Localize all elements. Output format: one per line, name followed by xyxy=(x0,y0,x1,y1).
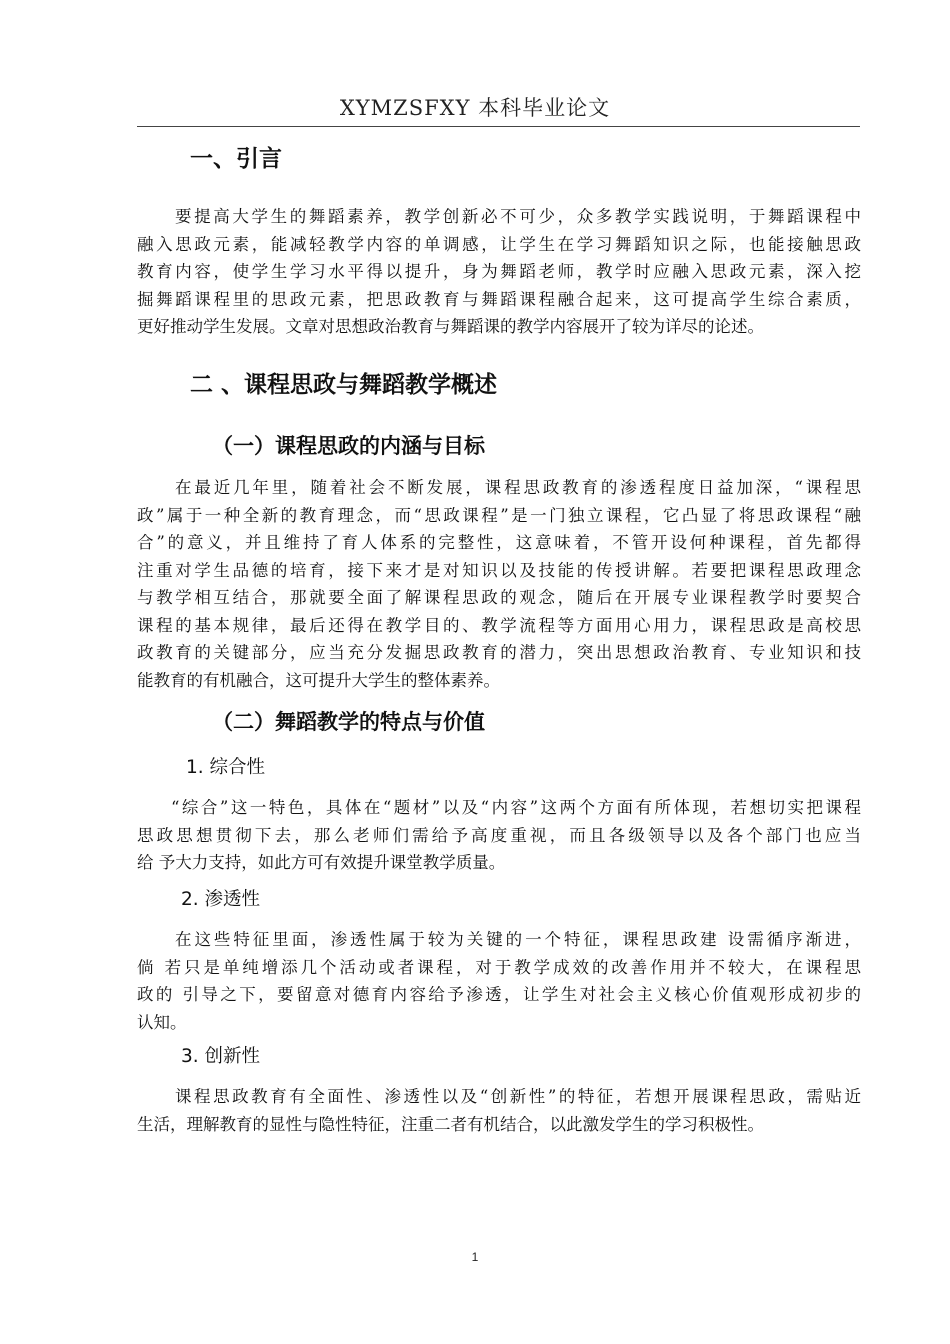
text-line: 能教育的有机融合，这可提升大学生的整体素养。 xyxy=(137,670,500,690)
text-line: 给 予大力支持，如此方可有效提升课堂教学质量。 xyxy=(137,853,506,872)
text-line: 融入思政元素，能减轻教学内容的单调感，让学生在学习舞蹈知识之际，也能接触思政 xyxy=(137,234,861,254)
text-line: 要提高大学生的舞蹈素养，教学创新必不可少，众多教学实践说明，于舞蹈课程中 xyxy=(175,207,861,226)
text-line: 与教学相互结合，那就要全面了解课程思政的观念，随后在开展专业课程教学时要契合 xyxy=(137,588,861,607)
text-line: 生活，理解教育的显性与隐性特征，注重二者有机结合，以此激发学生的学习积极性。 xyxy=(137,1114,764,1134)
item-heading-innovation: 3. 创新性 xyxy=(181,1046,261,1067)
paragraph-comprehensive xyxy=(137,794,861,877)
section-heading-introduction: 一、引言 xyxy=(190,146,282,172)
item-heading-permeability: 2. 渗透性 xyxy=(181,889,261,910)
text-line: 教育内容，使学生学习水平得以提升，身为舞蹈老师，教学时应融入思政元素，深入挖 xyxy=(137,262,861,281)
text-line: 课程思政教育有全面性、渗透性以及“创新性”的特征，若想开展课程思政，需贴近 xyxy=(175,1087,861,1106)
paragraph-innovation xyxy=(137,1083,861,1138)
text-line: “综合”这一特色，具体在“题材”以及“内容”这两个方面有所体现，若想切实把课程 xyxy=(171,798,861,817)
header-divider xyxy=(137,126,860,127)
paragraph-introduction xyxy=(137,203,861,341)
section-heading-overview: 二 、课程思政与舞蹈教学概述 xyxy=(190,372,498,398)
text-line: 政教育的关键部分，应当充分发掘思政教育的潜力，突出思想政治教育、专业知识和技 xyxy=(137,643,861,662)
text-line: 思政思想贯彻下去，那么老师们需给予高度重视，而且各级领导以及各个部门也应当 xyxy=(137,825,861,845)
text-line: 认知。 xyxy=(137,1012,187,1032)
text-line: 合”的意义，并且维持了育人体系的完整性，这意味着，不管开设何种课程，首先都得 xyxy=(137,533,861,552)
text-line: 课程的基本规律，最后还得在教学目的、教学流程等方面用心用力，课程思政是高校思 xyxy=(137,615,861,635)
text-line: 注重对学生品德的培育，接下来才是对知识以及技能的传授讲解。若要把课程思政理念 xyxy=(137,560,861,580)
text-line: 在这些特征里面，渗透性属于较为关键的一个特征，课程思政建 设需循序渐进， xyxy=(175,930,861,949)
text-line: 政”属于一种全新的教育理念，而“思政课程”是一门独立课程，它凸显了将思政课程“融 xyxy=(137,505,861,525)
item-heading-comprehensive: 1. 综合性 xyxy=(186,757,266,778)
paragraph-connotation xyxy=(137,474,861,694)
text-line: 在最近几年里，随着社会不断发展，课程思政教育的渗透程度日益加深，“课程思 xyxy=(175,478,861,497)
text-line: 政的 引导之下，要留意对德育内容给予渗透，让学生对社会主义核心价值观形成初步的 xyxy=(137,985,861,1004)
page-number: 1 xyxy=(471,1250,479,1264)
text-line: 掘舞蹈课程里的思政元素，把思政教育与舞蹈课程融合起来，这可提高学生综合素质， xyxy=(137,289,861,309)
text-line: 倘 若只是单纯增添几个活动或者课程，对于教学成效的改善作用并不较大，在课程思 xyxy=(137,957,861,977)
text-line: 更好推动学生发展。文章对思想政治教育与舞蹈课的教学内容展开了较为详尽的论述。 xyxy=(137,317,764,336)
subsection-heading-connotation: （一）课程思政的内涵与目标 xyxy=(212,434,485,458)
subsection-heading-characteristics: （二）舞蹈教学的特点与价值 xyxy=(212,710,485,734)
running-header: XYMZSFXY 本科毕业论文 xyxy=(339,96,611,120)
paragraph-permeability xyxy=(137,926,861,1036)
